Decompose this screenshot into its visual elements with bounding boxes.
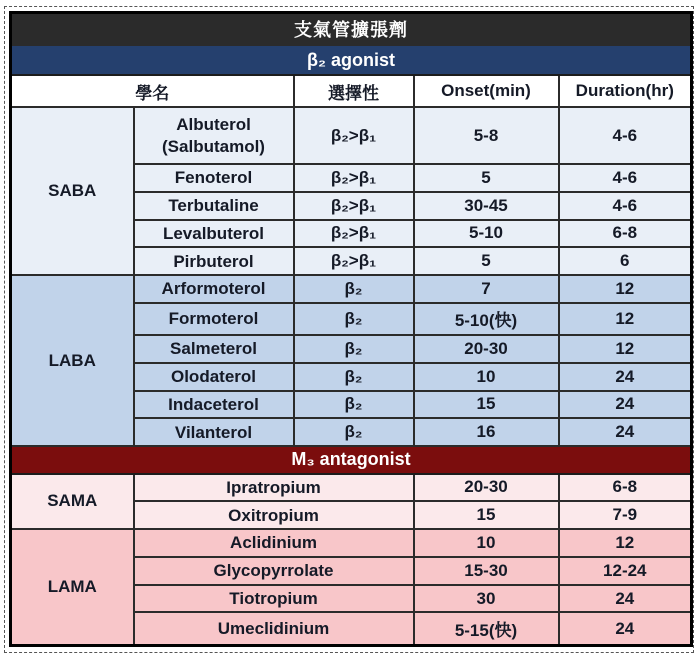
selectivity-cell: β₂ — [294, 335, 414, 363]
duration-cell: 6 — [559, 247, 692, 275]
onset-cell: 16 — [414, 418, 559, 446]
selectivity-cell: β₂>β₁ — [294, 164, 414, 192]
selectivity-cell: β₂ — [294, 275, 414, 303]
selectivity-cell: β₂>β₁ — [294, 107, 414, 164]
column-header-selectivity: 選擇性 — [294, 75, 414, 107]
category-cell-saba: SABA — [11, 107, 134, 275]
drug-name-cell: Olodaterol — [134, 363, 294, 391]
table-row — [11, 529, 692, 557]
onset-cell: 30-45 — [414, 192, 559, 220]
table-row — [11, 13, 692, 46]
drug-name-cell: Arformoterol — [134, 275, 294, 303]
drug-name-cell: Vilanterol — [134, 418, 294, 446]
column-header-duration: Duration(hr) — [559, 75, 692, 107]
duration-cell: 12 — [559, 275, 692, 303]
drug-name-cell: Aclidinium — [134, 529, 414, 557]
selectivity-cell: β₂>β₁ — [294, 247, 414, 275]
category-cell-laba: LABA — [11, 275, 134, 446]
duration-cell: 6-8 — [559, 220, 692, 248]
drug-name-cell: Fenoterol — [134, 164, 294, 192]
table-row — [11, 275, 692, 303]
table-row — [11, 474, 692, 502]
selectivity-cell: β₂ — [294, 391, 414, 419]
onset-cell: 5-8 — [414, 107, 559, 164]
table-row — [11, 107, 692, 164]
duration-cell: 12 — [559, 303, 692, 335]
onset-cell: 15-30 — [414, 557, 559, 585]
drug-name-cell: Umeclidinium — [134, 612, 414, 645]
onset-cell: 5 — [414, 247, 559, 275]
onset-cell: 30 — [414, 585, 559, 613]
duration-cell: 12-24 — [559, 557, 692, 585]
onset-cell: 10 — [414, 363, 559, 391]
page-title: 支氣管擴張劑 — [11, 13, 692, 46]
drug-name-cell: Glycopyrrolate — [134, 557, 414, 585]
drug-name-cell: Levalbuterol — [134, 220, 294, 248]
category-cell-sama: SAMA — [11, 474, 134, 530]
drug-name-cell: Albuterol (Salbutamol) — [134, 107, 294, 164]
selectivity-cell: β₂>β₁ — [294, 192, 414, 220]
duration-cell: 24 — [559, 363, 692, 391]
selectivity-cell: β₂ — [294, 363, 414, 391]
duration-cell: 6-8 — [559, 474, 692, 502]
onset-cell: 5-10 — [414, 220, 559, 248]
drug-name-cell: Terbutaline — [134, 192, 294, 220]
onset-cell: 7 — [414, 275, 559, 303]
onset-cell: 5 — [414, 164, 559, 192]
m3-section-header: M₃ antagonist — [11, 446, 692, 473]
drug-name-cell: Ipratropium — [134, 474, 414, 502]
onset-cell: 20-30 — [414, 335, 559, 363]
onset-cell: 10 — [414, 529, 559, 557]
duration-cell: 24 — [559, 418, 692, 446]
onset-cell: 5-10(快) — [414, 303, 559, 335]
selectivity-cell: β₂>β₁ — [294, 220, 414, 248]
table-row — [11, 75, 692, 107]
drug-name-cell: Oxitropium — [134, 501, 414, 529]
duration-cell: 4-6 — [559, 192, 692, 220]
drug-name-cell: Indaceterol — [134, 391, 294, 419]
drug-name-cell: Salmeterol — [134, 335, 294, 363]
column-header-onset: Onset(min) — [414, 75, 559, 107]
duration-cell: 4-6 — [559, 107, 692, 164]
column-header-name: 學名 — [11, 75, 294, 107]
duration-cell: 12 — [559, 335, 692, 363]
selectivity-cell: β₂ — [294, 303, 414, 335]
duration-cell: 24 — [559, 391, 692, 419]
duration-cell: 24 — [559, 612, 692, 645]
onset-cell: 5-15(快) — [414, 612, 559, 645]
table-row — [11, 45, 692, 75]
beta2-section-header: β₂ agonist — [11, 45, 692, 75]
drug-name-cell: Pirbuterol — [134, 247, 294, 275]
duration-cell: 4-6 — [559, 164, 692, 192]
category-cell-lama: LAMA — [11, 529, 134, 645]
duration-cell: 12 — [559, 529, 692, 557]
onset-cell: 20-30 — [414, 474, 559, 502]
drug-name-cell: Formoterol — [134, 303, 294, 335]
duration-cell: 7-9 — [559, 501, 692, 529]
onset-cell: 15 — [414, 501, 559, 529]
duration-cell: 24 — [559, 585, 692, 613]
onset-cell: 15 — [414, 391, 559, 419]
bronchodilator-table — [9, 11, 693, 647]
drug-name-cell: Tiotropium — [134, 585, 414, 613]
selectivity-cell: β₂ — [294, 418, 414, 446]
table-row — [11, 446, 692, 473]
